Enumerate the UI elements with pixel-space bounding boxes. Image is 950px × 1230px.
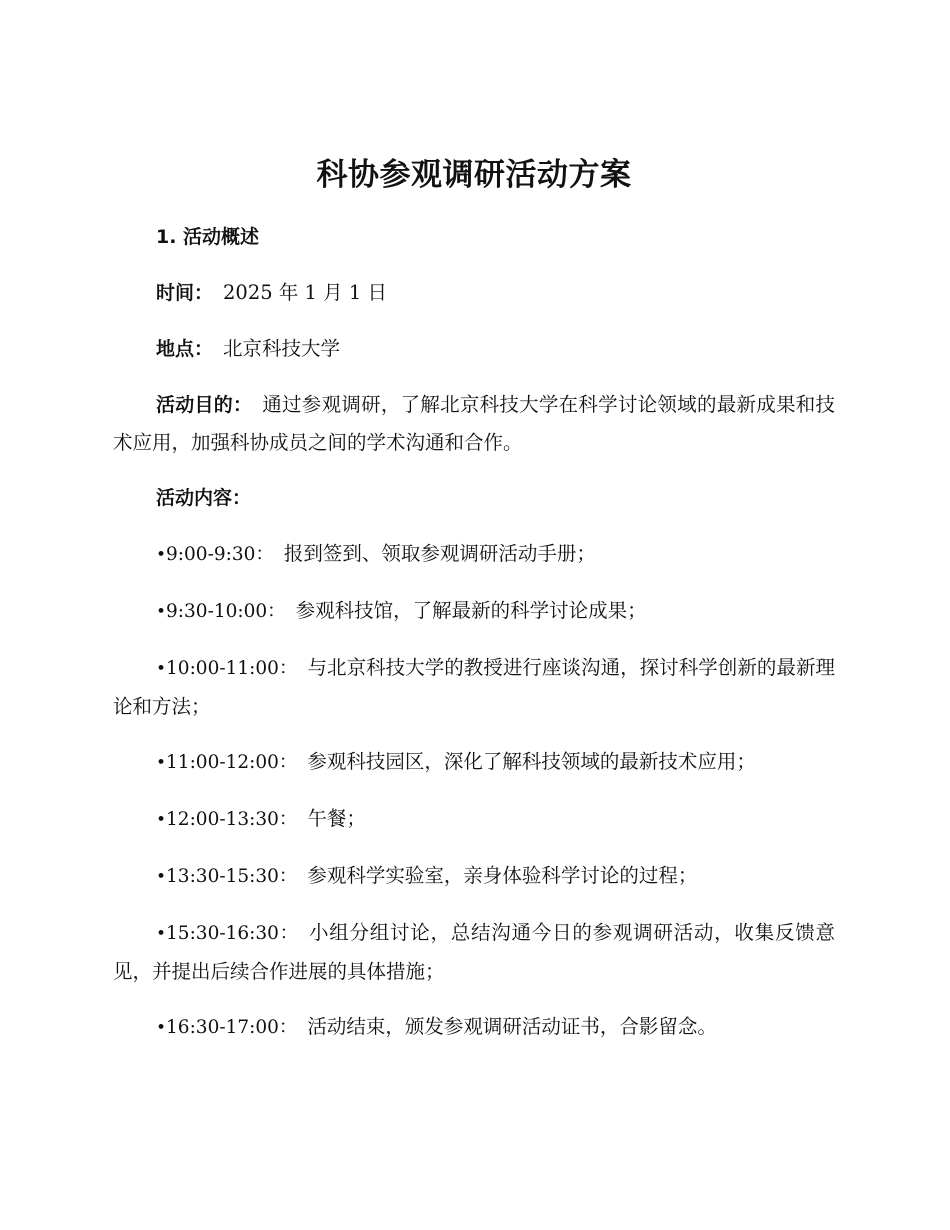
- schedule-time: 16:30-17:00：: [166, 1017, 298, 1038]
- section-heading-overview: [113, 218, 835, 256]
- schedule-time: 15:30-16:30：: [166, 923, 299, 944]
- time-value: 2025 年 1 月 1 日: [223, 281, 387, 304]
- location-label: 地点：: [156, 338, 214, 360]
- section-heading-text: 1. 活动概述: [156, 226, 260, 248]
- schedule-item: [113, 857, 835, 896]
- schedule-item: [113, 592, 835, 631]
- location-field: [113, 330, 835, 368]
- schedule-text: 小组分组讨论，总结沟通今日的参观调研活动，收集反馈意见，并提出后续合作进展的具体措施；: [113, 921, 835, 983]
- schedule-time: 13:30-15:30：: [166, 866, 298, 887]
- purpose-field: [113, 386, 835, 461]
- purpose-value: 通过参观调研，了解北京科技大学在科学讨论领域的最新成果和技术应用，加强科协成员之间的学术沟通和合作。: [113, 393, 835, 454]
- schedule-text: 参观科学实验室，亲身体验科学讨论的过程；: [307, 864, 698, 887]
- schedule-item: [113, 649, 835, 725]
- content-heading: [113, 479, 835, 517]
- bullet-icon: •: [156, 602, 167, 622]
- schedule-time: 10:00-11:00：: [166, 658, 298, 679]
- purpose-label: 活动目的：: [156, 394, 253, 416]
- schedule-time: 11:00-12:00：: [166, 752, 298, 773]
- bullet-icon: •: [156, 545, 167, 565]
- bullet-icon: •: [156, 810, 167, 830]
- time-label: 时间：: [156, 282, 214, 304]
- schedule-item: [113, 914, 835, 990]
- time-field: [113, 274, 835, 312]
- schedule-item: [113, 1008, 835, 1047]
- bullet-icon: •: [156, 753, 167, 773]
- bullet-icon: •: [156, 1018, 167, 1038]
- schedule-item: [113, 535, 835, 574]
- schedule-text: 参观科技馆，了解最新的科学讨论成果；: [295, 599, 647, 622]
- schedule-time: 9:30-10:00：: [166, 601, 286, 622]
- schedule-time: 9:00-9:30：: [166, 544, 274, 565]
- schedule-text: 与北京科技大学的教授进行座谈沟通，探讨科学创新的最新理论和方法；: [113, 656, 835, 718]
- document-title: 科协参观调研活动方案: [316, 157, 632, 193]
- schedule-item: [113, 800, 835, 839]
- location-value: 北京科技大学: [223, 337, 341, 360]
- bullet-icon: •: [156, 659, 167, 679]
- schedule-time: 12:00-13:30：: [166, 809, 298, 830]
- schedule-text: 报到签到、领取参观调研活动手册；: [283, 542, 596, 565]
- schedule-text: 参观科技园区，深化了解科技领域的最新技术应用；: [307, 750, 756, 773]
- bullet-icon: •: [156, 924, 167, 944]
- schedule-text: 午餐；: [307, 807, 366, 830]
- document-page: [113, 148, 835, 1065]
- content-label: 活动内容：: [156, 487, 252, 509]
- bullet-icon: •: [156, 867, 167, 887]
- schedule-text: 活动结束，颁发参观调研活动证书，合影留念。: [307, 1015, 717, 1038]
- schedule-item: [113, 743, 835, 782]
